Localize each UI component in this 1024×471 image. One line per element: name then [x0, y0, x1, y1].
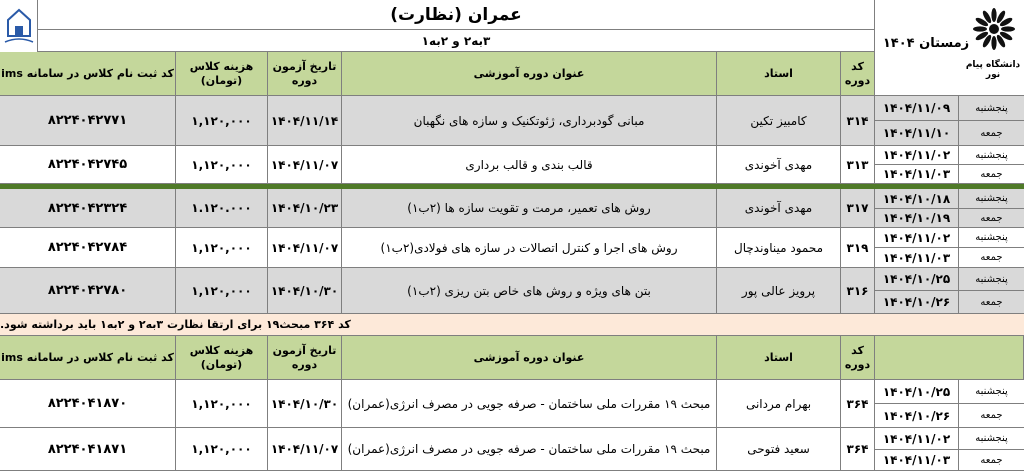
session-day-cell: پنجشنبه: [959, 146, 1024, 165]
session-date-cell: ۱۴۰۴/۱۱/۱۰: [875, 121, 959, 146]
course-title-cell: قالب بندی و قالب برداری: [342, 146, 717, 184]
col-header-fee-2: هزینه کلاس (تومان): [176, 336, 268, 380]
col-header-exam: تاریخ آزمون دوره: [268, 52, 342, 96]
col-header-ims: کد ثبت نام کلاس در سامانه ims: [0, 52, 176, 96]
course-title-cell: مبحث ۱۹ مقررات ملی ساختمان - صرفه جویی در مصرف انرژی(عمران): [342, 428, 717, 471]
session-date-cell: ۱۴۰۴/۱۰/۲۵: [875, 380, 959, 404]
col-header-fee: هزینه کلاس (تومان): [176, 52, 268, 96]
session-day-cell: جمعه: [959, 248, 1024, 268]
fee-cell: ۱.۱۲۰.۰۰۰: [176, 189, 268, 228]
teacher-cell: پرویز عالی پور: [717, 268, 841, 314]
session-date-cell: ۱۴۰۴/۱۱/۰۳: [875, 450, 959, 471]
building-logo-icon: [0, 0, 38, 52]
session-date-cell: ۱۴۰۴/۱۱/۰۹: [875, 96, 959, 121]
course-code-cell: ۳۶۴: [841, 380, 875, 428]
course-title-cell: مبانی گودبرداری، ژئوتکنیک و سازه های نگهبان: [342, 96, 717, 146]
course-code-cell: ۳۱۹: [841, 228, 875, 268]
teacher-cell: مهدی آخوندی: [717, 146, 841, 184]
ims-code-cell: ۸۲۲۴۰۴۲۷۷۱: [0, 96, 176, 146]
session-day-cell: پنجشنبه: [959, 268, 1024, 291]
exam-date-cell: ۱۴۰۴/۱۱/۰۷: [268, 428, 342, 471]
ims-code-cell: ۸۲۲۴۰۴۲۷۸۴: [0, 228, 176, 268]
ims-code-cell: ۸۲۲۴۰۴۱۸۷۰: [0, 380, 176, 428]
teacher-cell: مهدی آخوندی: [717, 189, 841, 228]
session-day-cell: جمعه: [959, 121, 1024, 146]
session-date-cell: ۱۴۰۴/۱۰/۲۶: [875, 291, 959, 314]
col-header-exam-2: تاریخ آزمون دوره: [268, 336, 342, 380]
session-date-cell: ۱۴۰۴/۱۰/۱۹: [875, 209, 959, 228]
university-name: دانشگاه پیام نور: [965, 60, 1021, 80]
course-title-cell: روش های تعمیر، مرمت و تقویت سازه ها (۲ب۱): [342, 189, 717, 228]
fee-cell: ۱,۱۲۰,۰۰۰: [176, 380, 268, 428]
university-logo-icon: [971, 6, 1017, 52]
ims-code-cell: ۸۲۲۴۰۴۱۸۷۱: [0, 428, 176, 471]
col-header-title-2: عنوان دوره آموزشی: [342, 336, 717, 380]
exam-date-cell: ۱۴۰۴/۱۱/۰۷: [268, 146, 342, 184]
teacher-cell: محمود میناوندچال: [717, 228, 841, 268]
course-title-cell: روش های اجرا و کنترل اتصالات در سازه های فولادی(۲ب۱): [342, 228, 717, 268]
semester-label: زمستان ۱۴۰۴: [882, 36, 970, 51]
group-separator: [0, 184, 1024, 189]
session-day-cell: پنجشنبه: [959, 380, 1024, 404]
course-code-cell: ۳۱۳: [841, 146, 875, 184]
fee-cell: ۱,۱۲۰,۰۰۰: [176, 146, 268, 184]
exam-date-cell: ۱۴۰۴/۱۰/۳۰: [268, 268, 342, 314]
session-date-cell: ۱۴۰۴/۱۱/۰۲: [875, 146, 959, 165]
exam-date-cell: ۱۴۰۴/۱۰/۲۳: [268, 189, 342, 228]
session-date-cell: ۱۴۰۴/۱۱/۰۳: [875, 165, 959, 184]
page-subtitle: ۳به۲ و ۲به۱: [38, 30, 875, 52]
session-day-cell: جمعه: [959, 209, 1024, 228]
col-header-teacher-2: استاد: [717, 336, 841, 380]
course-code-cell: ۳۱۴: [841, 96, 875, 146]
col-header-code: کد دوره: [841, 52, 875, 96]
col-header-teacher: استاد: [717, 52, 841, 96]
teacher-cell: کامبیز تکین: [717, 96, 841, 146]
session-day-cell: جمعه: [959, 404, 1024, 428]
session-date-cell: ۱۴۰۴/۱۱/۰۲: [875, 228, 959, 248]
page-title: عمران (نظارت): [38, 0, 875, 30]
col-header-code-2: کد دوره: [841, 336, 875, 380]
session-day-cell: جمعه: [959, 291, 1024, 314]
session-day-cell: جمعه: [959, 450, 1024, 471]
course-title-cell: بتن های ویژه و روش های خاص بتن ریزی (۲ب۱): [342, 268, 717, 314]
ims-code-cell: ۸۲۲۴۰۴۲۳۲۴: [0, 189, 176, 228]
session-day-cell: پنجشنبه: [959, 96, 1024, 121]
note-row: کد ۳۶۴ مبحث۱۹ برای ارتقا نظارت ۳به۲ و ۲به۱ باید برداشته شود.: [0, 314, 1024, 336]
col-header-ims-2: کد ثبت نام کلاس در سامانه ims: [0, 336, 176, 380]
fee-cell: ۱,۱۲۰,۰۰۰: [176, 268, 268, 314]
session-day-cell: پنجشنبه: [959, 428, 1024, 450]
fee-cell: ۱,۱۲۰,۰۰۰: [176, 228, 268, 268]
session-day-cell: پنجشنبه: [959, 189, 1024, 209]
fee-cell: ۱,۱۲۰,۰۰۰: [176, 96, 268, 146]
session-date-cell: ۱۴۰۴/۱۱/۰۲: [875, 428, 959, 450]
left-logo: [0, 0, 38, 52]
session-date-cell: ۱۴۰۴/۱۰/۲۵: [875, 268, 959, 291]
session-date-cell: ۱۴۰۴/۱۱/۰۳: [875, 248, 959, 268]
ims-code-cell: ۸۲۲۴۰۴۲۷۴۵: [0, 146, 176, 184]
ims-code-cell: ۸۲۲۴۰۴۲۷۸۰: [0, 268, 176, 314]
col-header-dates-2: [875, 336, 1024, 380]
session-day-cell: جمعه: [959, 165, 1024, 184]
course-code-cell: ۳۱۶: [841, 268, 875, 314]
teacher-cell: بهرام مردانی: [717, 380, 841, 428]
teacher-cell: سعید فتوحی: [717, 428, 841, 471]
course-code-cell: ۳۱۷: [841, 189, 875, 228]
exam-date-cell: ۱۴۰۴/۱۱/۰۷: [268, 228, 342, 268]
session-date-cell: ۱۴۰۴/۱۰/۱۸: [875, 189, 959, 209]
exam-date-cell: ۱۴۰۴/۱۱/۱۴: [268, 96, 342, 146]
exam-date-cell: ۱۴۰۴/۱۰/۳۰: [268, 380, 342, 428]
session-date-cell: ۱۴۰۴/۱۰/۲۶: [875, 404, 959, 428]
course-code-cell: ۳۶۴: [841, 428, 875, 471]
university-logo-block: [875, 0, 1024, 96]
col-header-title: عنوان دوره آموزشی: [342, 52, 717, 96]
course-title-cell: مبحث ۱۹ مقررات ملی ساختمان - صرفه جویی در مصرف انرژی(عمران): [342, 380, 717, 428]
session-day-cell: پنجشنبه: [959, 228, 1024, 248]
fee-cell: ۱,۱۲۰,۰۰۰: [176, 428, 268, 471]
